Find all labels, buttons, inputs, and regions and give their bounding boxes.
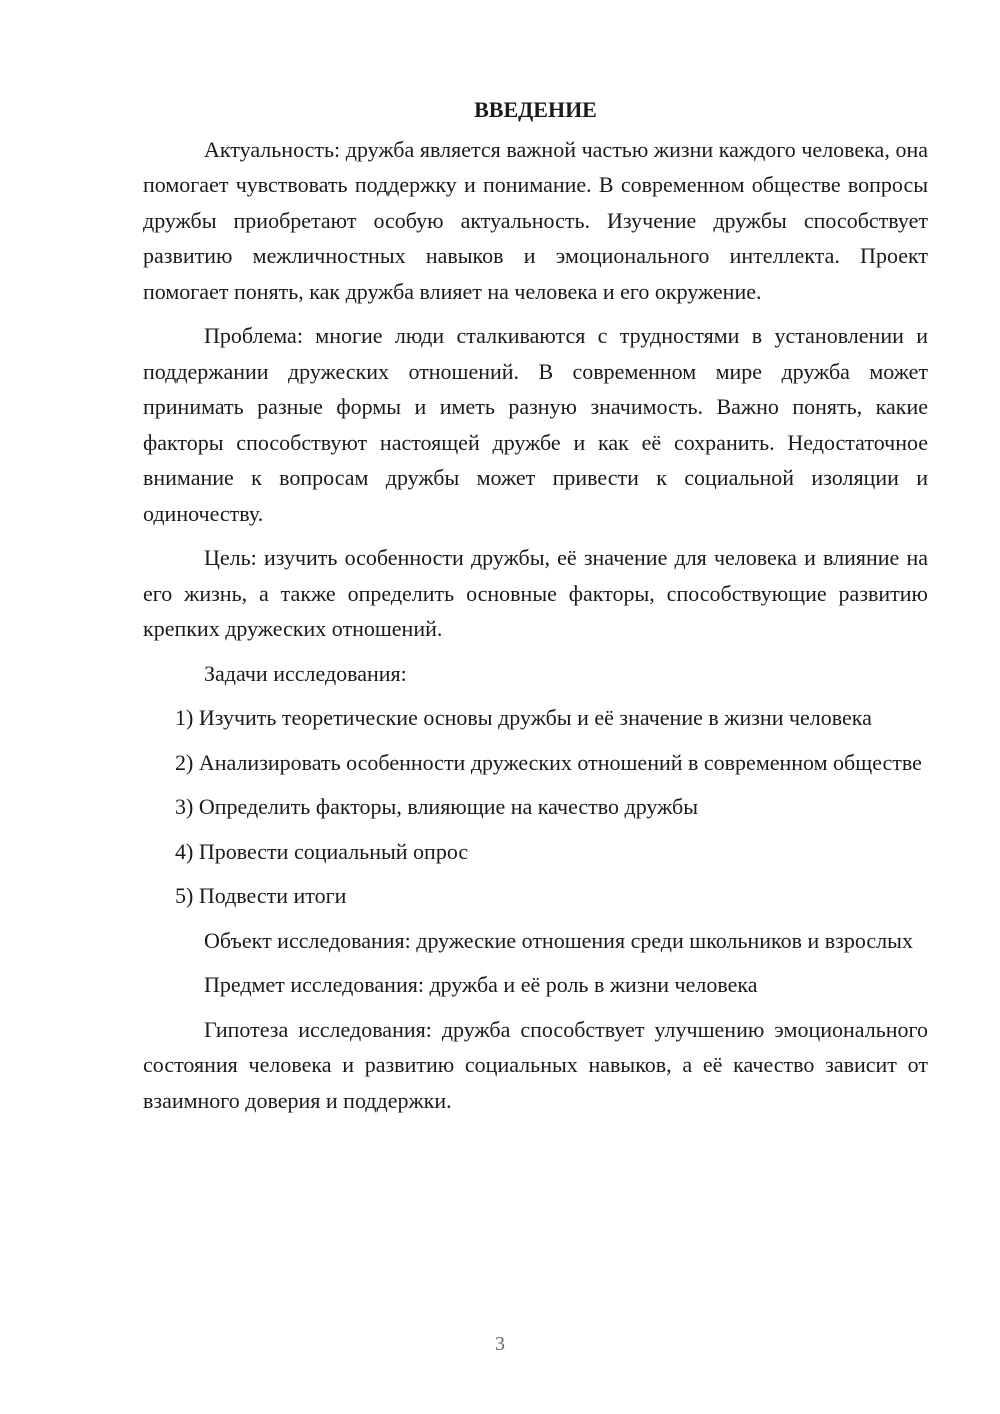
task-item-5: 5) Подвести итоги	[175, 883, 347, 908]
task-item-1: 1) Изучить теоретические основы дружбы и её значение в жизни человека	[175, 705, 872, 730]
page-number: 3	[495, 1333, 505, 1355]
goal-paragraph: Цель: изучить особенности дружбы, её значение для человека и влияние на его жизнь, а также определить основные факторы, способствующие развитию крепких дружеских отношений.	[143, 545, 928, 641]
relevance-paragraph: Актуальность: дружба является важной частью жизни каждого человека, она помогает чувствовать поддержку и понимание. В современном обществе вопросы дружбы приобретают особую актуальность. Изучение дружбы способствует развитию межличностных навыков и эмоционального интеллекта. Проект помогает понять, как дружба влияет на человека и его окружение.	[143, 136, 928, 304]
problem-paragraph: Проблема: многие люди сталкиваются с трудностями в установлении и поддержании дружеских отношений. В современном мире дружба может принимать разные формы и иметь разную значимость. Важно понять, какие факторы способствуют настоящей дружбе и как её сохранить. Недостаточное внимание к вопросам дружбы может привести к социальной изоляции и одиночеству.	[143, 323, 928, 526]
task-item-4: 4) Провести социальный опрос	[175, 838, 469, 864]
subject-paragraph: Предмет исследования: дружба и её роль в жизни человека	[204, 972, 758, 997]
page-content	[143, 92, 928, 1118]
task-item-2: 2) Анализировать особенности дружеских отношений в современном обществе	[175, 749, 922, 775]
section-title: ВВЕДЕНИЕ	[474, 97, 597, 122]
task-item-3: 3) Определить факторы, влияющие на качество дружбы	[175, 794, 698, 819]
tasks-heading: Задачи исследования:	[204, 660, 407, 686]
object-paragraph: Объект исследования: дружеские отношения среди школьников и взрослых	[204, 927, 913, 953]
hypothesis-paragraph: Гипотеза исследования: дружба способствует улучшению эмоционального состояния человека и развитию социальных навыков, а её качество зависит от взаимного доверия и поддержки.	[143, 1016, 928, 1113]
